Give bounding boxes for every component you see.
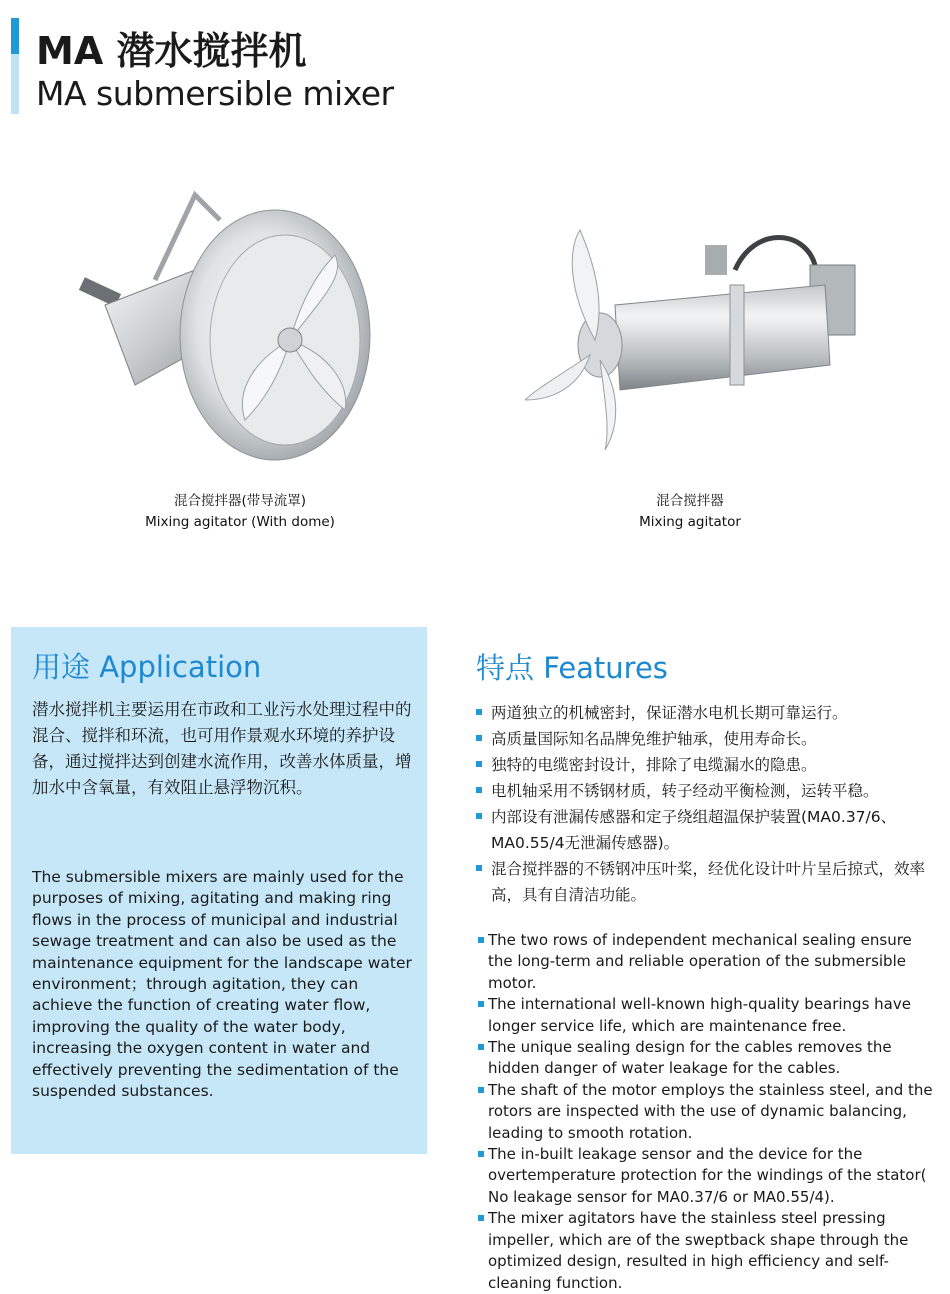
caption-cn: 混合搅拌器(带导流罩) — [173, 493, 307, 509]
features-title: 特点 Features — [476, 651, 668, 685]
feature-item-cn: 内部设有泄漏传感器和定子绕组超温保护装置(MA0.37/6、MA0.55/4无泄漏传感器)。 — [476, 804, 946, 856]
feature-item-en: The shaft of the motor employs the stainless steel, and the rotors are inspected with the use of dynamic balancing, leading to smooth rotation. — [478, 1080, 938, 1144]
features-list-cn — [476, 700, 946, 908]
bullet-icon — [478, 1215, 484, 1221]
application-title: 用途 Application — [32, 650, 262, 684]
caption-cn: 混合搅拌器 — [656, 493, 724, 509]
title-accent-bar — [11, 18, 19, 114]
bullet-icon — [476, 865, 482, 871]
bullet-icon — [478, 937, 484, 943]
caption-en: Mixing agitator (With dome) — [145, 514, 335, 530]
bullet-icon — [478, 1001, 484, 1007]
feature-item-en: The mixer agitators have the stainless steel pressing impeller, which are of the sweptback shape through the optimized design, resulted in high efficiency and self-cleaning function. — [478, 1208, 938, 1294]
bullet-icon — [476, 761, 482, 767]
product-image-mixer-with-dome — [75, 185, 385, 465]
feature-item-cn: 独特的电缆密封设计，排除了电缆漏水的隐患。 — [476, 752, 946, 778]
caption-en: Mixing agitator — [639, 514, 741, 530]
product-caption-1 — [100, 491, 380, 533]
application-text-en: The submersible mixers are mainly used for the purposes of mixing, agitating and making ring flows in the process of municipal and industrial sewage treatment and can also be used as the maintenance equipment for the landscape water environment；through agitation, they can achieve the function of creating water flow, improving the quality of the water body, increasing the oxygen content in water and effectively preventing the sedimentation of the suspended substances. — [32, 868, 412, 1101]
bullet-icon — [478, 1044, 484, 1050]
bullet-icon — [476, 787, 482, 793]
features-list-en — [478, 930, 938, 1294]
application-panel — [11, 627, 427, 1154]
feature-item-cn: 电机轴采用不锈钢材质，转子经动平衡检测，运转平稳。 — [476, 778, 946, 804]
page-title-en: MA submersible mixer — [36, 74, 394, 113]
feature-item-cn: 两道独立的机械密封，保证潜水电机长期可靠运行。 — [476, 700, 946, 726]
bullet-icon — [476, 813, 482, 819]
product-image-mixer — [525, 225, 865, 465]
feature-item-cn: 混合搅拌器的不锈钢冲压叶桨，经优化设计叶片呈后掠式，效率高，具有自清洁功能。 — [476, 856, 946, 908]
application-text-cn: 潜水搅拌机主要运用在市政和工业污水处理过程中的混合、搅拌和环流，也可用作景观水环境的养护设备，通过搅拌达到创建水流作用，改善水体质量，增加水中含氧量，有效阻止悬浮物沉积。 — [32, 700, 412, 797]
feature-item-en: The international well-known high-quality bearings have longer service life, which are maintenance free. — [478, 994, 938, 1037]
bullet-icon — [478, 1087, 484, 1093]
feature-item-en: The unique sealing design for the cables removes the hidden danger of water leakage for the cables. — [478, 1037, 938, 1080]
bullet-icon — [476, 709, 482, 715]
feature-item-en: The in-built leakage sensor and the device for the overtemperature protection for the windings of the stator( No leakage sensor for MA0.37/6 or MA0.55/4). — [478, 1144, 938, 1208]
page-title-cn: MA 潜水搅拌机 — [36, 29, 307, 73]
bullet-icon — [478, 1151, 484, 1157]
bullet-icon — [476, 735, 482, 741]
feature-item-en: The two rows of independent mechanical sealing ensure the long-term and reliable operation of the submersible motor. — [478, 930, 938, 994]
product-caption-2 — [580, 491, 800, 533]
feature-item-cn: 高质量国际知名品牌免维护轴承，使用寿命长。 — [476, 726, 946, 752]
